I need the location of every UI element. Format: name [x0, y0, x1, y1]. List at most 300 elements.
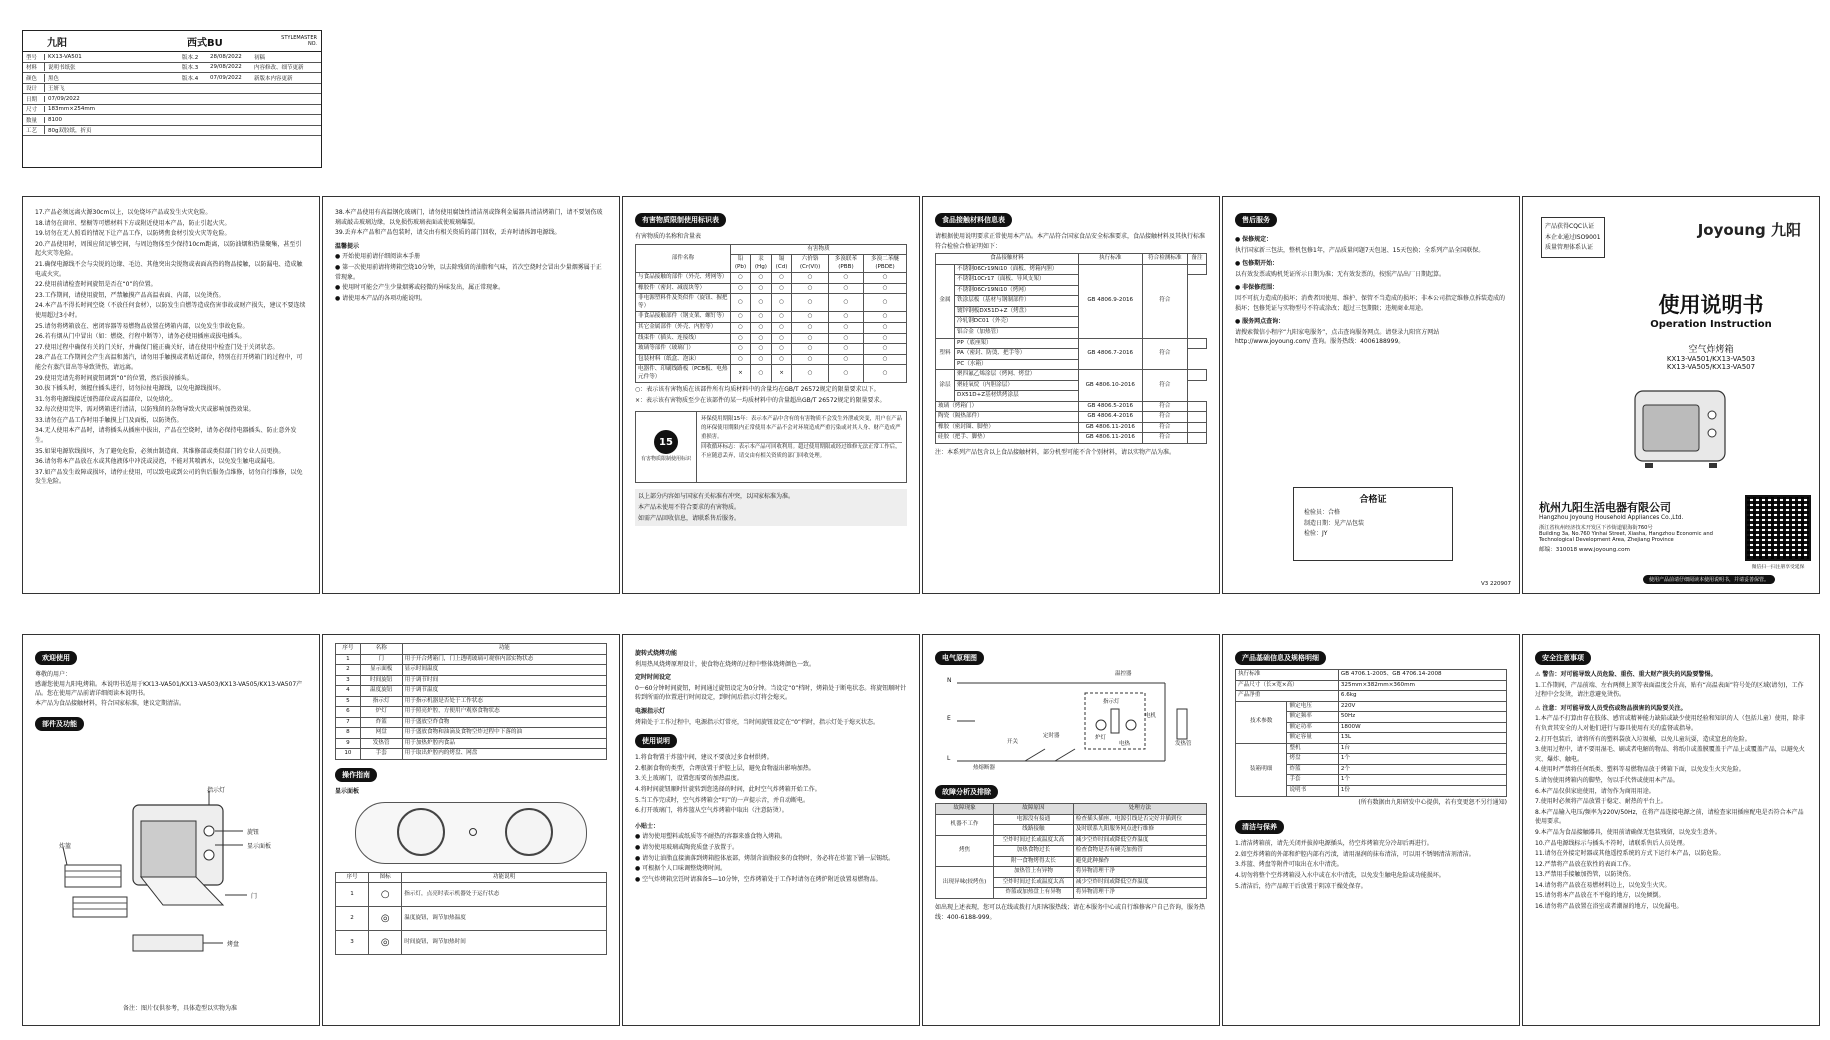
hazard-cell: ○ [731, 312, 751, 323]
title-block-value: 8100 [44, 117, 178, 123]
parts-cell: 4 [336, 686, 361, 697]
food-extra-name: 陶瓷（隔热部件） [936, 412, 1079, 423]
panel-usage [622, 634, 920, 1026]
hazard-cell: ○ [792, 322, 829, 333]
icon-head: 序号 [336, 872, 369, 883]
title-block-label: 数量 [26, 117, 38, 124]
usage-step: 5.当工作完成时，空气炸烤箱会“叮”的一声提示音，并自动断电。 [635, 796, 809, 804]
hazard-col-head: 多溴联苯(PBB) [828, 255, 863, 273]
table-row [336, 907, 607, 931]
hazard-col-head: 汞(Hg) [750, 255, 771, 273]
title-block [22, 30, 322, 168]
pack-item-value: 2个 [1338, 764, 1506, 775]
panel-parts-table [322, 634, 620, 1026]
circuit-label-indicator: 指示灯 [1103, 699, 1120, 705]
tips-heading: 小贴士： [635, 822, 660, 830]
hazard-cell: ○ [750, 333, 771, 344]
food-extra-name: 硅胶（把手、脚垫） [936, 433, 1079, 444]
hazard-part-name: 其它金属部件（外壳、内腔等） [636, 322, 731, 333]
tip-item [635, 854, 907, 864]
circuit-label-heater: 发热管 [1175, 741, 1192, 747]
title-block-label: 材料 [26, 65, 38, 72]
food-standard: GB 4806.5-2016 [1078, 401, 1142, 412]
circuit-diagram [935, 669, 1207, 779]
title-block-row [23, 94, 321, 105]
hazard-subtitle: 有害物质的名称和含量表 [635, 233, 702, 240]
icon-desc: 指示灯，点亮时表示机器处于运行状态 [402, 883, 607, 907]
title-block-remark: 内容修改、细节更新 [254, 65, 304, 72]
circuit-label-motor: 电机 [1145, 713, 1157, 719]
panel-after-sales [1222, 196, 1520, 594]
title-block-bu: 西式BU [187, 37, 223, 49]
caution-item: 3.使用过程中，请不要用湿毛、刷或者电解的物品、将纸巾或盖膜覆盖于产品上或覆盖产品，以避免火灾、爆炸、触电。 [1535, 746, 1805, 763]
fault-reason: 空炸时间过长或温度太高 [994, 835, 1074, 846]
hazard-cell: ○ [864, 294, 907, 312]
title-block-label: 颜色 [26, 75, 38, 82]
table-row [336, 654, 607, 665]
qr-code [1745, 495, 1811, 561]
certificate-line: 制造日期：见产品包装 [1304, 519, 1365, 527]
hazard-cell: ○ [731, 333, 751, 344]
table-row [636, 273, 907, 284]
safety-title: 安全注意事项 [1535, 651, 1591, 665]
bullet-icon: ● [635, 833, 643, 841]
panel-hazardous-substances [622, 196, 920, 594]
warning-1-text: 警告：对可能导致人员危险、重伤、重大财产损失的风险要警惕。 [1542, 671, 1717, 678]
hazard-cell: ○ [792, 344, 829, 355]
tip-item [335, 294, 607, 304]
parts-cell: 用于调节时间 [402, 675, 606, 686]
pack-item-label: 炸篮 [1287, 764, 1338, 775]
hazard-head-group: 有害物质 [731, 244, 907, 255]
company-en: Hangzhou Joyoung Household Appliances Co.,Ltd. [1539, 515, 1684, 521]
table-row [636, 283, 907, 294]
bullet-icon: ● [335, 284, 343, 292]
table-row [1236, 680, 1507, 691]
circuit-label-fuse: 热熔断器 [973, 765, 996, 771]
parts-head: 序号 [336, 644, 361, 655]
hazard-cell: ○ [792, 273, 829, 284]
fault-solution: 将异物清理干净 [1073, 888, 1206, 899]
specs-title: 产品基础信息及规格明细 [1235, 651, 1326, 665]
safety-line: 29.使用完请先将时间旋钮调到“0”的位置，然后拔掉插头。 [35, 374, 193, 382]
hazard-cell: ○ [864, 273, 907, 284]
time-knob-icon: ◎ [369, 931, 402, 955]
hazard-cell: ○ [731, 354, 751, 365]
panel-specs-cleaning [1222, 634, 1520, 1026]
operation-title: 操作指南 [335, 768, 377, 782]
table-row [336, 707, 607, 718]
food-contact-table [935, 253, 1207, 444]
warning-1-heading [1535, 670, 1807, 680]
bullet-icon: ● [335, 263, 343, 271]
parts-cell: 用于盛放空炸食物 [402, 717, 606, 728]
food-material: 铝合金（加热管） [955, 328, 1079, 339]
title-block-version: 版本.3 [182, 65, 199, 72]
food-material: PP（底座架） [955, 338, 1079, 349]
hazard-table [635, 244, 907, 384]
food-material: 聚硅氧烷（内胆涂层） [955, 380, 1079, 391]
food-head: 符合检测标准 [1142, 254, 1187, 265]
service-text: 因不可抗力造成的损坏；消费者因使用、维护、保管不当造成的损坏；非本公司指定维修点拆装造成的损坏；包修凭证与实物型号不符或涂改；超过三包期限；违规商业用途。 [1235, 294, 1506, 312]
hazard-cell: ○ [792, 312, 829, 323]
food-material: 不锈钢06Cr19Ni10（面板、烤箱内胆） [955, 264, 1079, 275]
hazard-cell: ○ [771, 354, 792, 365]
hazard-cell: ○ [771, 283, 792, 294]
hazard-head-part: 部件名称 [636, 244, 731, 273]
hazard-cell: ○ [731, 322, 751, 333]
title-block-label: 工艺 [26, 128, 38, 135]
safety-line: 18.请勿在窗帘、壁橱等可燃材料下方或附近使用本产品，防止引起火灾。 [35, 219, 231, 227]
hazard-cell: ○ [771, 322, 792, 333]
food-material: 镀锌钢板DX51D+Z（烤盘） [955, 306, 1079, 317]
icon-desc: 温度旋钮，调节加热温度 [402, 907, 607, 931]
table-row [336, 717, 607, 728]
parts-cell: 用于取出炉腔内的烤盘、网盘 [402, 749, 606, 760]
bullet-icon: ● [1235, 260, 1243, 268]
cover-title-en: Operation Instruction [1650, 319, 1772, 330]
safety-line: 22.使用前请检查时间旋钮是否在“0”的位置。 [35, 281, 157, 289]
parts-cell: 显示面板 [360, 665, 402, 676]
title-block-label: 设计 [26, 86, 38, 93]
table-row [936, 422, 1207, 433]
icon-index: 1 [336, 883, 369, 907]
cover-models-1: KX13-VA501/KX13-VA503 [1666, 355, 1756, 363]
bullet-icon: ● [635, 843, 643, 851]
hazard-part-name: 包装材料（纸盒、泡沫） [636, 354, 731, 365]
spec-label: 产品尺寸（长×宽×高） [1236, 680, 1339, 691]
hazard-cell: ○ [731, 283, 751, 294]
service-heading: 服务网点查询： [1242, 318, 1285, 326]
cleaning-step: 3.炸篮、烤盘等附件可取出在水中清洗。 [1235, 861, 1343, 869]
indicator-icon: ○ [369, 883, 402, 907]
icon-head: 功能说明 [402, 872, 607, 883]
bullet-icon: ● [335, 253, 343, 261]
cleaning-title: 清洁与保养 [1235, 820, 1284, 834]
food-standard: GB 4806.4-2016 [1078, 412, 1142, 423]
safety-line: 33.请勿在产品工作时用手触摸上门及面板，以防烫伤。 [35, 416, 183, 424]
parts-title: 部件及功能 [35, 717, 84, 731]
parts-cell: 3 [336, 675, 361, 686]
title-block-label: 日期 [26, 96, 38, 103]
tip-text: 请使用本产品的各项功能说明。 [342, 294, 427, 302]
hazard-cell: ○ [792, 294, 829, 312]
certificate-line: 检验员：合格 [1304, 509, 1341, 516]
food-ok: 符合 [1142, 422, 1187, 433]
food-group: 塑料 [936, 338, 955, 370]
table-row [336, 883, 607, 907]
hazard-cell: × [731, 365, 751, 383]
spec-label: 执行标准 [1236, 670, 1339, 681]
food-head-material: 食品接触材料 [936, 254, 1079, 265]
tip-item [635, 832, 907, 842]
hazard-note: ○：表示该有害物质在该部件所有均质材料中的含量均在GB/T 26572规定的限量要求以下。 [635, 386, 880, 394]
table-row [936, 867, 1207, 878]
bullet-icon: ● [635, 854, 643, 862]
hazard-part-name: 非电源塑料件及类似件（旋钮、握把等） [636, 294, 731, 312]
certificate-line: 检验：JY [1304, 530, 1328, 538]
title-block-value: 80g双胶纸，折页 [44, 126, 178, 134]
tech-param-label: 额定功率 [1287, 722, 1338, 733]
food-remark [1187, 433, 1206, 444]
food-remark [1187, 401, 1206, 412]
food-standard: GB 4806.9-2016 [1078, 264, 1142, 338]
usage-step: 2.根据食物的类型，合理放置于炉腔上层，避免食物溢出影响加热。 [635, 764, 815, 772]
hazard-cell: ○ [828, 294, 863, 312]
function-text: 0～60分钟时间旋钮，时间通过旋钮设定为0分钟。当设定“0”档时，烤箱处于断电状态。将旋钮顺时针转到所需的位置进行时间设定，到时间后指示灯将会熄灭。 [635, 684, 907, 702]
warning-2-heading [1535, 704, 1807, 714]
parts-cell: 用于开合烤箱门，门上透明玻璃可观察内部实物状态 [402, 654, 606, 665]
spec-value: 6.6kg [1338, 691, 1506, 702]
circuit-label-n: N [947, 677, 952, 684]
circuit-label-l: L [947, 755, 951, 762]
food-ok: 符合 [1142, 412, 1187, 423]
bullet-icon: ● [635, 875, 643, 883]
parts-cell: 7 [336, 717, 361, 728]
title-block-remark: 新版本内容更新 [254, 75, 293, 82]
welcome-title: 欢迎使用 [35, 651, 77, 665]
hazard-cell: × [771, 365, 792, 383]
table-row [336, 738, 607, 749]
tech-param-value: 50Hz [1338, 712, 1506, 723]
table-row [1236, 701, 1507, 712]
service-heading: 包修期开始： [1242, 260, 1279, 268]
tech-param-label: 额定容量 [1287, 733, 1338, 744]
caution-item: 4.使用时严禁将任何纸类、塑料等易燃物品放于烤箱下面，以免发生火灾危险。 [1535, 766, 1745, 774]
food-standard: GB 4806.7-2016 [1078, 338, 1142, 370]
certificate-title: 合格证 [1359, 495, 1387, 505]
fault-solution: 减少空炸时间或降低空炸温度 [1073, 835, 1206, 846]
cert-box-line: 产品获得CQC认证 [1545, 223, 1595, 230]
label-tray: 烤盘 [227, 941, 240, 948]
hazard-cell: ○ [750, 344, 771, 355]
title-block-row [23, 115, 321, 126]
panel-safety-cont-2 [322, 196, 620, 594]
title-block-version: 版本.4 [182, 75, 199, 82]
service-text: 执行国家新三包法，整机包修1年，产品质量问题7天包退、15天包换；全系列产品全国联保。 [1235, 246, 1485, 254]
control-panel-drawing [335, 798, 607, 868]
table-row [636, 333, 907, 344]
fault-title: 故障分析及排除 [935, 785, 998, 799]
after-sales-title: 售后服务 [1235, 213, 1277, 227]
circuit-label-thermostat: 温控器 [1115, 671, 1132, 677]
hazard-col-head: 铅(Pb) [731, 255, 751, 273]
panel-display-title: 显示面板 [335, 788, 360, 796]
title-block-row [23, 52, 321, 63]
fault-reason: 电源没有接通 [994, 814, 1074, 825]
fault-solution: 避免此种操作 [1073, 856, 1206, 867]
oven-illustration [1631, 387, 1731, 469]
caution-item: 11.请勿在外接定时器或其他遥控系统的方式下运行本产品，以防危险。 [1535, 850, 1725, 858]
fault-solution: 检查插头插座，电源引线是否完好并插到位 [1073, 814, 1206, 825]
panel-cover [1522, 196, 1820, 594]
parts-cell: 9 [336, 738, 361, 749]
epup-text-1: 环保使用期限15年：表示本产品中含有的有害物质不会发生外泄或突变，用户在产品的环保使用期限内正常使用本产品不会对环境造成严重污染或对其人身、财产造成严重损害。 [701, 416, 902, 440]
certificate-box [1293, 487, 1453, 561]
table-row [336, 675, 607, 686]
label-door: 门 [251, 893, 258, 900]
parts-cell: 用于加热炉腔内食品 [402, 738, 606, 749]
service-section [1235, 283, 1507, 293]
label-knob: 旋钮 [247, 829, 260, 836]
spec-value: GB 4706.1-2005、GB 4706.14-2008 [1338, 670, 1506, 681]
hazard-cell: ○ [864, 354, 907, 365]
table-row [1236, 691, 1507, 702]
hazard-note: ×：表示该有害物质至少在该部件的某一均质材料中的含量超出GB/T 26572规定的限量要求。 [635, 396, 886, 404]
hazard-part-name: 橡胶件（密封、减震块等） [636, 283, 731, 294]
cover-product: 空气炸烤箱 [1688, 345, 1734, 355]
fault-reason: 空炸时间过长或温度太高 [994, 877, 1074, 888]
table-row [636, 322, 907, 333]
parts-cell: 2 [336, 665, 361, 676]
tip-text: 第一次使用前请将烤箱空烧10分钟，以去除残留的油脂和气味，首次空烧时会冒出少量烟雾属于正常现象。 [335, 263, 602, 281]
caution-item: 9.本产品为食品接触器具，使用前请确保无包装残留，以免发生意外。 [1535, 828, 1721, 836]
table-row [936, 433, 1207, 444]
hazard-bottom-note: 如需产品回收信息，请联系售后服务。 [638, 514, 741, 522]
hazard-cell: ○ [792, 354, 829, 365]
parts-cell: 时间旋钮 [360, 675, 402, 686]
service-section [1235, 259, 1507, 269]
hazard-cell: ○ [864, 365, 907, 383]
hazard-cell: ○ [864, 344, 907, 355]
table-row [636, 354, 907, 365]
cleaning-step: 2.如空炸烤箱的外部和炉腔内部有污渍，请用湿润的抹布清洁，可以用不锈钢清洁剂清洁。 [1235, 850, 1475, 858]
epup-text-2: 回收循环标志：表示本产品可回收利用。超过使用期限或经过维修无法正常工作后，不应随意丢弃，请交由有相关资质的部门回收处理。 [701, 444, 901, 459]
table-row [1236, 743, 1507, 754]
caution-item: 15.请勿将本产品放在不平稳的地方，以免倾倒。 [1535, 892, 1665, 900]
caution-triangle-icon: ⚠ [1535, 704, 1543, 712]
service-heading: 保修规定： [1242, 236, 1273, 243]
hazard-cell: ○ [828, 365, 863, 383]
food-ok: 符合 [1142, 370, 1187, 402]
hazard-part-name: 电器件、印刷线路板（PCB板、电热元件等） [636, 365, 731, 383]
table-row [336, 665, 607, 676]
tip-item [335, 263, 607, 282]
food-head: 备注 [1187, 254, 1206, 265]
title-block-brand: 九阳 [47, 37, 67, 49]
usage-step: 6.打开玻璃门，将炸篮从空气炸烤箱中取出（注意防烫）。 [635, 807, 788, 815]
title-block-value: KX13-VA501 [44, 54, 178, 60]
label-rack: 炸篮 [59, 843, 72, 850]
fault-solution: 将异物清理干净 [1073, 867, 1206, 878]
parts-cell: 用于盛放食物和油滴及食物空炸过程中下落的油 [402, 728, 606, 739]
hazard-cell: ○ [731, 294, 751, 312]
title-block-row [23, 63, 321, 74]
title-block-remark: 初稿 [254, 54, 266, 61]
food-ok: 符合 [1142, 264, 1187, 338]
hazard-part-name: 非食品接触部件（钢支架、螺钉等） [636, 312, 731, 323]
icon-desc: 时间旋钮，调节加热时间 [402, 931, 607, 955]
table-row [636, 312, 907, 323]
pack-item-label: 烤盘 [1287, 754, 1338, 765]
hazard-cell: ○ [731, 344, 751, 355]
food-ok: 符合 [1142, 433, 1187, 444]
fault-head: 故障原因 [994, 804, 1074, 815]
safety-line: 31.勿将电源线接近加热部位或高温部位，以免熔化。 [35, 395, 177, 403]
food-extra-name: 橡胶（密封圈、脚垫） [936, 422, 1079, 433]
fault-head: 故障现象 [936, 804, 994, 815]
safety-line: 27.使用过程中确保有关的门关好，并确保门能正确关好，请在使用中检查门处于关闭状态。 [35, 343, 279, 351]
circuit-label-heat: 电热 [1119, 741, 1131, 747]
bullet-icon: ● [1235, 318, 1243, 326]
specs-note: (所有数据由九阳研发中心提供，若有变更恕不另行通知) [1358, 798, 1507, 806]
food-material: PC（水箱） [955, 359, 1079, 370]
company-block [1539, 499, 1739, 553]
caution-item: 6.本产品仅供家庭使用，请勿作为商用用途。 [1535, 787, 1655, 795]
food-material: 不锈钢10Cr17（面板、导风支架） [955, 275, 1079, 286]
hazard-col-head: 六价铬(Cr(VI)) [792, 255, 829, 273]
fault-head: 处理方法 [1073, 804, 1206, 815]
parts-cell: 用于指示机器是否处于工作状态 [402, 696, 606, 707]
tip-item [335, 283, 607, 293]
tip-text: 请勿使用玻璃或陶瓷质盘子放置于。 [642, 843, 739, 851]
circuit-label-switch: 开关 [1007, 739, 1019, 745]
panel-food-contact [922, 196, 1220, 594]
table-row [936, 401, 1207, 412]
food-material: DX51D+Z基材烘烤涂层 [955, 391, 1079, 402]
hazard-cell: ○ [828, 354, 863, 365]
parts-cell: 1 [336, 654, 361, 665]
hazard-part-name: 与食品接触的部件（外壳、烤网等） [636, 273, 731, 284]
title-block-date: 07/09/2022 [210, 74, 242, 81]
hazard-cell: ○ [750, 312, 771, 323]
parts-cell: 指示灯 [360, 696, 402, 707]
fault-reason: 加热管上有异物 [994, 867, 1074, 878]
food-standard: GB 4806.11-2016 [1078, 433, 1142, 444]
food-remark [1187, 412, 1206, 423]
fault-solution: 及时联系九阳服务网点进行维修 [1073, 825, 1206, 836]
warning-2-text: 注意：对可能导致人员受伤或物品损害的风险要关注。 [1542, 704, 1687, 712]
pack-item-value: 1台 [1338, 743, 1506, 754]
hazard-cell: ○ [750, 322, 771, 333]
fault-symptom: 烤焦 [936, 835, 994, 867]
epup-label: 有害物质限制使用标识 [640, 456, 691, 463]
epup-number: 15 [659, 436, 673, 448]
hazard-cell: ○ [864, 322, 907, 333]
tip-item [635, 864, 907, 874]
parts-cell: 手套 [360, 749, 402, 760]
fault-reason: 加热食物过长 [994, 846, 1074, 857]
food-remark [1187, 264, 1206, 275]
safety-line: 24.本产品不得长时间空烧（不放任何食材），以防发生自燃等造成伤害事故或财产损失，建议不要连续使用超过3小时。 [35, 302, 306, 319]
caution-item: 5.请勿使用烤箱内的脚垫，勿以手代替或使用本产品。 [1535, 776, 1679, 784]
usage-step: 4.将时间旋钮顺时针旋转到您选择的时间，此时空气炸烤箱开始工作。 [635, 785, 821, 793]
bullet-icon: ● [1235, 284, 1243, 292]
tip-text: 可根据个人口味调整烧烤时间。 [642, 865, 727, 873]
table-row [336, 696, 607, 707]
parts-cell: 5 [336, 696, 361, 707]
circuit-title: 电气原理图 [935, 651, 984, 665]
caution-item: 16.请勿将产品放置在浴室或者潮湿的地方，以免漏电。 [1535, 903, 1683, 911]
hazard-cell: ○ [750, 294, 771, 312]
function-heading: 定时时间设定 [635, 674, 672, 682]
cover-footer-pill: 使用产品前请仔细阅读本使用说明书，并请妥善保管。 [1643, 575, 1775, 584]
icon-function-table [335, 872, 607, 956]
warning-triangle-icon: ⚠ [1535, 671, 1543, 678]
title-block-value: 王妍飞 [44, 84, 178, 92]
spec-value: 325mm×382mm×360mm [1338, 680, 1506, 691]
version-label: V3 220907 [1480, 581, 1511, 587]
food-remark [1187, 370, 1206, 381]
pack-item-label: 手套 [1287, 775, 1338, 786]
safety-line: 25.请勿将烤箱放在、密闭容器等易燃物品放置在烤箱内部，以免发生事故危险。 [35, 322, 249, 330]
title-block-code: STYLEMASTER NO. [281, 35, 317, 47]
tip-text: 使用时可能会产生少量烟雾或轻微的异味发出，属正常现象。 [342, 284, 505, 292]
title-block-version: 版本.2 [182, 54, 199, 61]
fault-table [935, 803, 1207, 899]
parts-cell: 发热管 [360, 738, 402, 749]
hazard-cell: ○ [771, 333, 792, 344]
